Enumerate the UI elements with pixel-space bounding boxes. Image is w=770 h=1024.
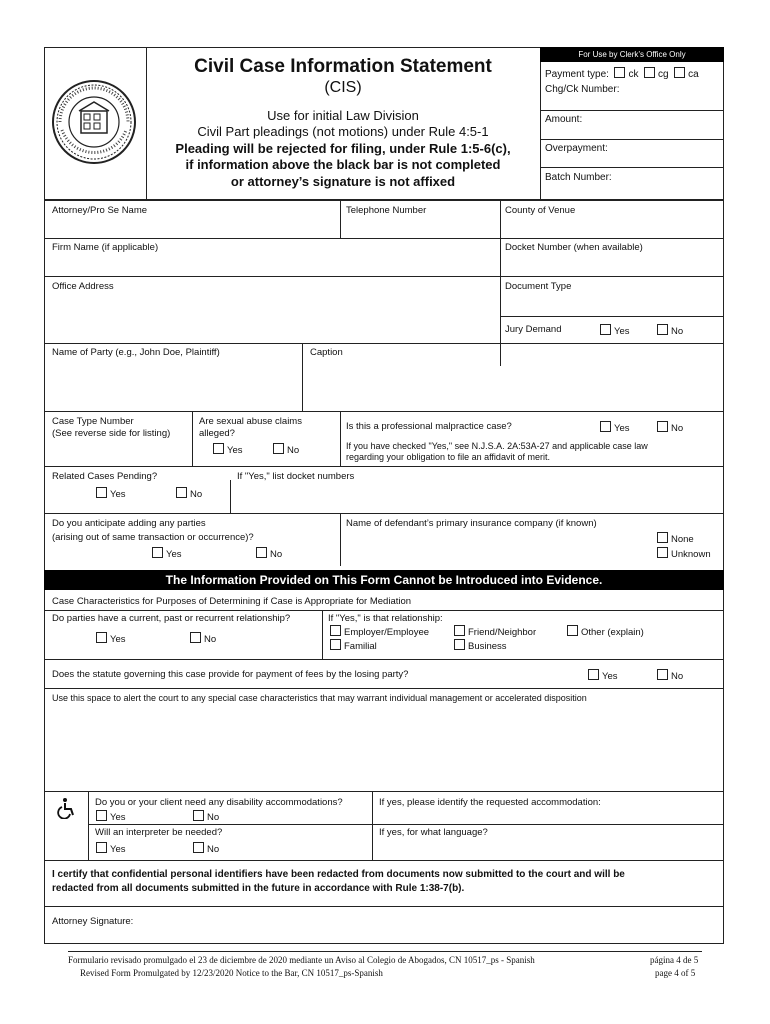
abuse-no[interactable] [273, 443, 299, 457]
telephone-label: Telephone Number [346, 205, 427, 216]
payment-type-label [545, 67, 699, 81]
no-label: No [270, 549, 283, 560]
checkbox-abuse-no[interactable] [273, 443, 284, 454]
header-line-3: Pleading will be rejected for filing, under Rule 1:5-6(c), [175, 141, 511, 156]
checkbox-add-parties-yes[interactable] [152, 547, 163, 558]
ck-label: ck [628, 69, 639, 80]
malpractice-no[interactable] [657, 421, 683, 435]
footer-rule [68, 951, 702, 952]
relationship-question: Do parties have a current, past or recurrent relationship? [52, 613, 291, 624]
row-line [44, 906, 724, 907]
header-line-2: Civil Part pleadings (not motions) under Rule 4:5-1 [197, 124, 489, 139]
disability-if-label: If yes, please identify the requested accommodation: [379, 797, 601, 808]
batch-label: Batch Number: [545, 172, 612, 183]
checkbox-jury-no[interactable] [657, 324, 668, 335]
checkbox-employer[interactable] [330, 625, 341, 636]
no-label: No [671, 423, 684, 434]
insurance-none[interactable] [657, 532, 694, 546]
certify-line-2: redacted from all documents submitted in the future in accordance with Rule 1:38-7(b). [52, 883, 465, 894]
relationship-no[interactable] [190, 632, 216, 646]
attorney-name-label: Attorney/Pro Se Name [52, 205, 148, 216]
evidence-warning-bar: The Information Provided on This Form Cannot be Introduced into Evidence. [44, 570, 724, 590]
ca-label: ca [688, 69, 699, 80]
yes-label: Yes [614, 423, 630, 434]
row-line [44, 688, 724, 689]
related-cases-label: Related Cases Pending? [52, 471, 158, 482]
no-label: No [204, 634, 217, 645]
divider [340, 411, 341, 466]
checkbox-malpractice-yes[interactable] [600, 421, 611, 432]
no-label: No [207, 812, 220, 823]
disability-yes[interactable] [96, 810, 126, 824]
divider [500, 200, 501, 366]
row-line [44, 343, 724, 344]
malpractice-note-2: regarding your obligation to file an affidavit of merit. [346, 452, 550, 462]
row-line [44, 610, 724, 611]
overpayment-label: Overpayment: [545, 143, 608, 154]
abuse-yes[interactable] [213, 443, 243, 457]
row-line [44, 466, 724, 467]
divider [340, 513, 341, 566]
yes-label: Yes [110, 634, 126, 645]
yes-label: Yes [110, 844, 126, 855]
malpractice-note-1: If you have checked "Yes," see N.J.S.A. 2A:53A-27 and applicable case law [346, 441, 648, 451]
row-line [44, 659, 724, 660]
header-divider-right [540, 47, 541, 200]
related-yes[interactable] [96, 487, 126, 501]
checkbox-disability-yes[interactable] [96, 810, 107, 821]
jury-no[interactable] [657, 324, 683, 338]
special-characteristics-label: Use this space to alert the court to any special case characteristics that may warrant individual management or accelerated disposition [52, 693, 587, 703]
chg-ck-label: Chg/Ck Number: [545, 84, 620, 95]
checkbox-business[interactable] [454, 639, 465, 650]
divider [192, 411, 193, 466]
sexual-abuse-label-2: alleged? [199, 428, 235, 439]
divider [372, 791, 373, 860]
county-label: County of Venue [505, 205, 576, 216]
cg-label: cg [658, 69, 669, 80]
row-line [500, 316, 724, 317]
divider [88, 791, 89, 860]
docket-label: Docket Number (when available) [505, 242, 643, 253]
yes-label: Yes [602, 671, 618, 682]
relationship-if-label: If "Yes," is that relationship: [328, 613, 443, 624]
add-parties-label-1: Do you anticipate adding any parties [52, 518, 206, 529]
footer-spanish: Formulario revisado promulgado el 23 de diciembre de 2020 mediante un Aviso al Colegio de Abogados, CN 10517_ps - Spanish [68, 955, 535, 965]
certify-line-1: I certify that confidential personal identifiers have been redacted from documents now submitted to the court and will be [52, 869, 625, 880]
other-label: Other (explain) [581, 627, 644, 638]
row-line [44, 791, 724, 792]
fees-yes[interactable] [588, 669, 618, 683]
document-type-label: Document Type [505, 281, 572, 292]
fees-question: Does the statute governing this case provide for payment of fees by the losing party? [52, 669, 409, 680]
party-name-label: Name of Party (e.g., John Doe, Plaintiff) [52, 347, 220, 358]
checkbox-ck[interactable] [614, 67, 625, 78]
rel-friend[interactable] [454, 625, 536, 639]
no-label: No [671, 326, 684, 337]
rel-familial[interactable] [330, 639, 377, 653]
checkbox-interpreter-yes[interactable] [96, 842, 107, 853]
case-type-label-1: Case Type Number [52, 416, 134, 427]
friend-label: Friend/Neighbor [468, 627, 537, 638]
yes-label: Yes [166, 549, 182, 560]
familial-label: Familial [344, 641, 377, 652]
rel-employer[interactable] [330, 625, 429, 639]
yes-label: Yes [110, 812, 126, 823]
business-label: Business [468, 641, 507, 652]
checkbox-insurance-none[interactable] [657, 532, 668, 543]
header-line-5: or attorney’s signature is not affixed [230, 174, 456, 189]
checkbox-related-no[interactable] [176, 487, 187, 498]
footer-page-es: página 4 de 5 [650, 955, 699, 965]
none-label: None [671, 534, 694, 545]
yes-label: Yes [614, 326, 630, 337]
disability-no[interactable] [193, 810, 219, 824]
office-address-label: Office Address [52, 281, 114, 292]
fees-no[interactable] [657, 669, 683, 683]
checkbox-other[interactable] [567, 625, 578, 636]
add-parties-yes[interactable] [152, 547, 182, 561]
checkbox-insurance-unknown[interactable] [657, 547, 668, 558]
insurance-label: Name of defendant’s primary insurance company (if known) [346, 518, 597, 529]
checkbox-familial[interactable] [330, 639, 341, 650]
checkbox-jury-yes[interactable] [600, 324, 611, 335]
checkbox-relationship-no[interactable] [190, 632, 201, 643]
no-label: No [287, 445, 300, 456]
footer-page-en: page 4 of 5 [655, 968, 696, 978]
checkbox-abuse-yes[interactable] [213, 443, 224, 454]
row-line [44, 238, 724, 239]
rel-business[interactable] [454, 639, 507, 653]
amount-label: Amount: [545, 114, 583, 125]
no-label: No [190, 489, 203, 500]
header-line-4: if information above the black bar is not completed [185, 157, 501, 172]
footer-english: Revised Form Promulgated by 12/23/2020 Notice to the Bar, CN 10517_ps-Spanish [80, 968, 383, 978]
checkbox-relationship-yes[interactable] [96, 632, 107, 643]
checkbox-malpractice-no[interactable] [657, 421, 668, 432]
jury-yes[interactable] [600, 324, 630, 338]
header-line-1: Use for initial Law Division [267, 108, 419, 123]
interpreter-if-label: If yes, for what language? [379, 827, 488, 838]
interpreter-question: Will an interpreter be needed? [95, 827, 223, 838]
row-line [44, 860, 724, 861]
no-label: No [207, 844, 220, 855]
checkbox-interpreter-no[interactable] [193, 842, 204, 853]
related-docket-label: If "Yes," list docket numbers [237, 471, 355, 482]
firm-name-label: Firm Name (if applicable) [52, 242, 159, 253]
no-label: No [671, 671, 684, 682]
payment-type-text: Payment type: [545, 69, 609, 80]
rel-other[interactable] [567, 625, 644, 639]
checkbox-ca[interactable] [674, 67, 685, 78]
checkbox-disability-no[interactable] [193, 810, 204, 821]
checkbox-fees-no[interactable] [657, 669, 668, 680]
court-seal-icon [50, 78, 138, 166]
row-line [44, 513, 724, 514]
malpractice-label: Is this a professional malpractice case? [346, 421, 512, 432]
add-parties-no[interactable] [256, 547, 282, 561]
caption-label: Caption [310, 347, 343, 358]
row-line [44, 411, 724, 412]
add-parties-label-2: (arising out of same transaction or occurrence)? [52, 532, 254, 543]
checkbox-add-parties-no[interactable] [256, 547, 267, 558]
attorney-signature-label[interactable]: Attorney Signature: [52, 916, 134, 927]
interpreter-yes[interactable] [96, 842, 126, 856]
malpractice-yes[interactable] [600, 421, 630, 435]
row-line [88, 824, 724, 825]
yes-label: Yes [227, 445, 243, 456]
clerk-line-2 [540, 139, 724, 140]
divider [322, 610, 323, 659]
checkbox-friend[interactable] [454, 625, 465, 636]
relationship-yes[interactable] [96, 632, 126, 646]
checkbox-fees-yes[interactable] [588, 669, 599, 680]
clerk-line-1 [540, 110, 724, 111]
clerk-line-3 [540, 167, 724, 168]
related-no[interactable] [176, 487, 202, 501]
checkbox-related-yes[interactable] [96, 487, 107, 498]
disability-question: Do you or your client need any disability accommodations? [95, 797, 343, 808]
sexual-abuse-label-1: Are sexual abuse claims [199, 416, 302, 427]
checkbox-cg[interactable] [644, 67, 655, 78]
insurance-unknown[interactable] [657, 547, 711, 561]
mediation-heading: Case Characteristics for Purposes of Determining if Case is Appropriate for Mediation [52, 596, 412, 607]
row-line [44, 276, 724, 277]
employer-label: Employer/Employee [344, 627, 430, 638]
form-subtitle: (CIS) [324, 79, 362, 96]
divider [230, 480, 231, 513]
case-type-label-2: (See reverse side for listing) [52, 428, 171, 439]
divider [302, 343, 303, 411]
divider [340, 200, 341, 238]
jury-demand-label: Jury Demand [505, 324, 562, 335]
clerk-heading: For Use by Clerk’s Office Only [578, 50, 686, 59]
interpreter-no[interactable] [193, 842, 219, 856]
unknown-label: Unknown [671, 549, 711, 560]
form-title: Civil Case Information Statement [194, 56, 492, 77]
wheelchair-icon [56, 797, 78, 819]
yes-label: Yes [110, 489, 126, 500]
